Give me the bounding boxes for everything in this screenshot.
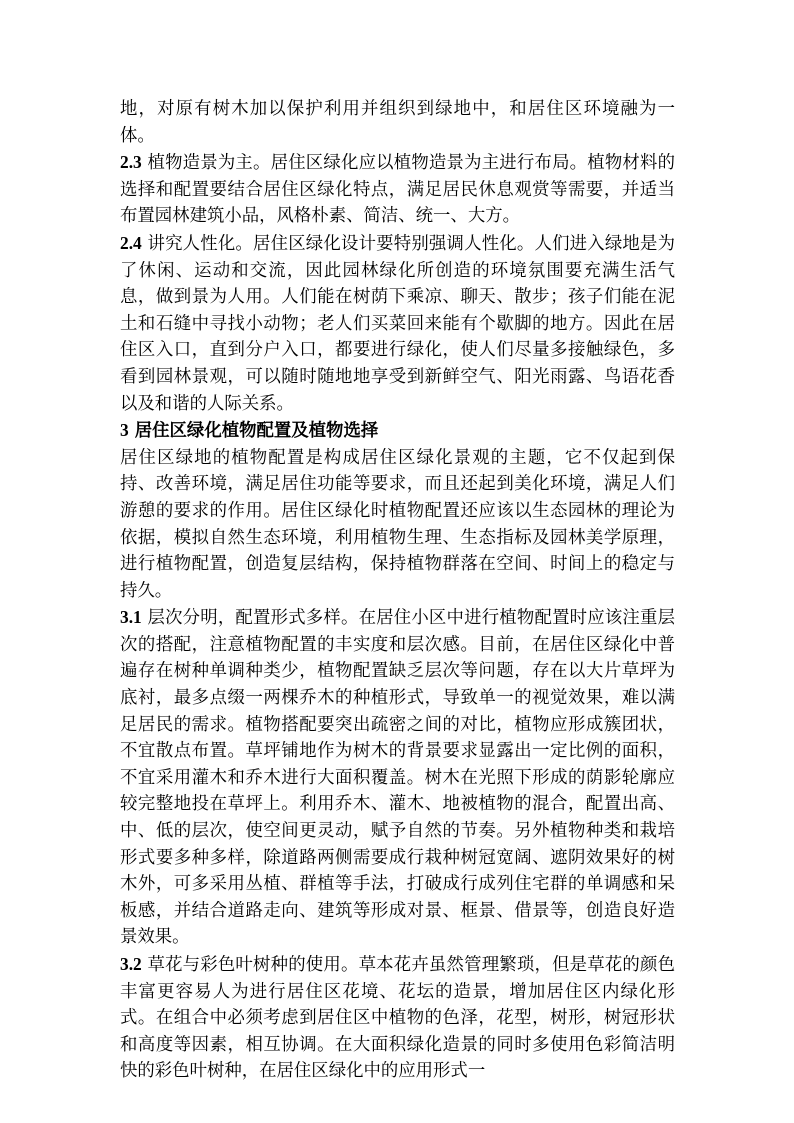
- paragraph-text: 草花与彩色叶树种的使用。草本花卉虽然管理繁琐，但是草花的颜色丰富更容易人为进行居住区花境、花坛的造景，增加居住区内绿化形式。在组合中必须考虑到居住区中植物的色泽，花型，树形，树冠形状和高度等因素，相互协调。在大面积绿化造景的同时多使用色彩简洁明快的彩色叶树种，在居住区绿化中的应用形式一: [120, 955, 675, 1082]
- paragraph-continuation: [120, 96, 675, 149]
- paragraph-text: 讲究人性化。居住区绿化设计要特别强调人性化。人们进入绿地是为了休闲、运动和交流，因此园林绿化所创造的环境氛围要充满生活气息，做到景为人用。人们能在树荫下乘凉、聊天、散步；孩子们能在泥土和石缝中寻找小动物；老人们买菜回来能有个歇脚的地方。因此在居住区入口，直到分户入口，都要进行绿化，使人们尽量多接触绿色，多看到园林景观，可以随时随地地享受到新鲜空气、阳光雨露、鸟语花香以及和谐的人际关系。: [120, 233, 675, 414]
- section-number: 2.4: [120, 232, 142, 253]
- paragraph-3-2: [120, 951, 675, 1085]
- paragraph-section-3-intro: [120, 445, 675, 605]
- paragraph-2-4: [120, 230, 675, 417]
- section-heading-3: [120, 417, 675, 445]
- paragraph-text: 植物造景为主。居住区绿化应以植物造景为主进行布局。植物材料的选择和配置要结合居住区绿化特点，满足居民休息观赏等需要，并适当布置园林建筑小品，风格朴素、简洁、统一、大方。: [120, 153, 675, 227]
- section-heading-text: 居住区绿化植物配置及植物选择: [128, 421, 379, 442]
- paragraph-text: 居住区绿地的植物配置是构成居住区绿化景观的主题，它不仅起到保持、改善环境，满足居住功能等要求，而且还起到美化环境，满足人们游憩的要求的作用。居住区绿化时植物配置还应该以生态园林的理论为依据，模拟自然生态环境，利用植物生理、生态指标及园林美学原理，进行植物配置，创造复层结构，保持植物群落在空间、时间上的稳定与持久。: [120, 447, 675, 601]
- section-number: 3: [120, 420, 129, 441]
- paragraph-2-3: [120, 149, 675, 230]
- document-page: [120, 96, 675, 1085]
- section-number: 3.1: [120, 607, 142, 628]
- paragraph-text: 层次分明，配置形式多样。在居住小区中进行植物配置时应该注重层次的搭配，注意植物配置的丰实度和层次感。目前，在居住区绿化中普遍存在树种单调种类少，植物配置缺乏层次等问题，存在以大片草坪为底衬，最多点缀一两棵乔木的种植形式，导致单一的视觉效果，难以满足居民的需求。植物搭配要突出疏密之间的对比，植物应形成簇团状，不宜散点布置。草坪铺地作为树木的背景要求显露出一定比例的面积，不宜采用灌木和乔木进行大面积覆盖。树木在光照下形成的荫影轮廓应较完整地投在草坪上。利用乔木、灌木、地被植物的混合，配置出高、中、低的层次，使空间更灵动，赋予自然的节奏。另外植物种类和栽培形式要多种多样，除道路两侧需要成行栽种树冠宽阔、遮阴效果好的树木外，可多采用丛植、群植等手法，打破成行成列住宅群的单调感和呆板感，并结合道路走向、建筑等形成对景、框景、借景等，创造良好造景效果。: [120, 608, 675, 948]
- section-number: 2.3: [120, 152, 142, 173]
- section-number: 3.2: [120, 954, 142, 974]
- paragraph-text: 地，对原有树木加以保护利用并组织到绿地中，和居住区环境融为一体。: [120, 99, 675, 146]
- paragraph-3-1: [120, 604, 675, 951]
